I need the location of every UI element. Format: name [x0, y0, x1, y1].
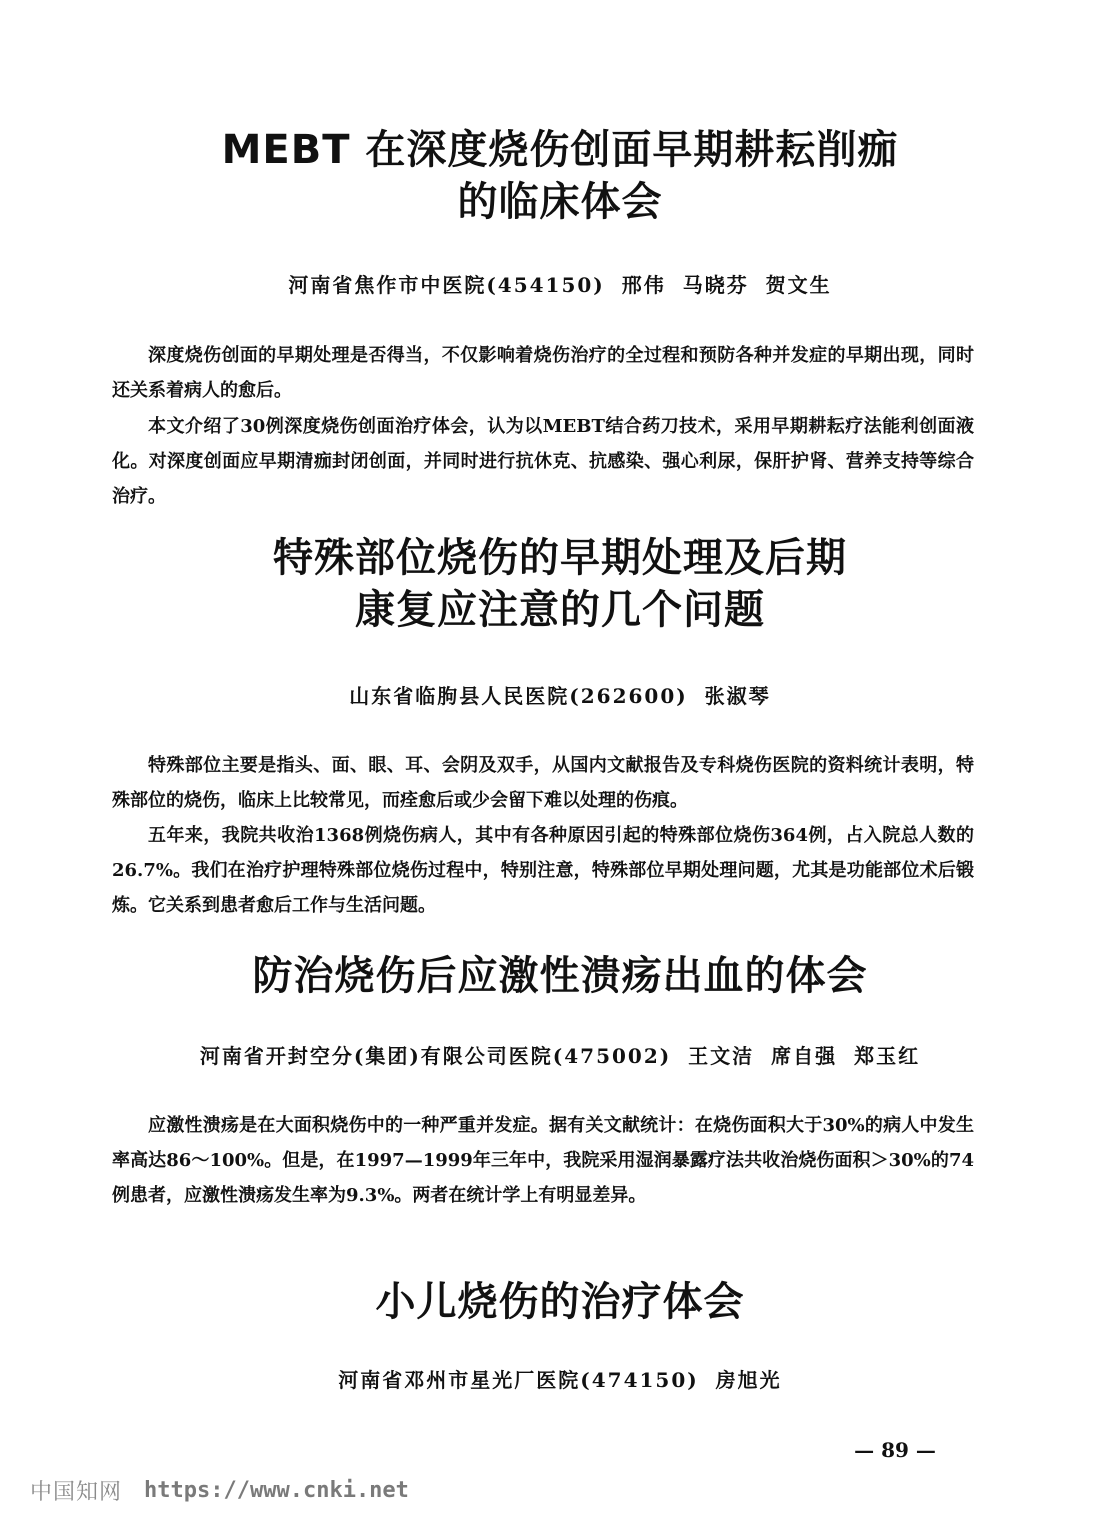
article-title — [0, 124, 1120, 228]
article-paragraph: 五年来，我院共收治1368例烧伤病人，其中有各种原因引起的特殊部位烧伤364例，占入院总人数的26.7%。我们在治疗护理特殊部位烧伤过程中，特别注意，特殊部位早期处理问题，尤其是功能部位术后锻炼。它关系到患者愈后工作与生活问题。 — [112, 825, 974, 916]
footer-watermark — [30, 1470, 530, 1510]
article-title — [0, 532, 1120, 636]
cnki-logo: 中国知网 — [30, 1479, 123, 1505]
article-title-line: 防治烧伤后应激性溃疡出血的体会 — [252, 953, 868, 999]
article-title-line: 康复应注意的几个问题 — [355, 587, 765, 633]
article-paragraph: 深度烧伤创面的早期处理是否得当，不仅影响着烧伤治疗的全过程和预防各种并发症的早期出现，同时还关系着病人的愈后。 — [112, 345, 974, 401]
footer-url[interactable]: https://www.cnki.net — [144, 1477, 409, 1503]
article-title — [0, 950, 1120, 1002]
page-number: — 89 — — [854, 1438, 936, 1462]
article-title-line: MEBT 在深度烧伤创面早期耕耘削痂 — [221, 127, 899, 173]
article-title — [0, 1276, 1120, 1328]
article-affiliation: 山东省临朐县人民医院(262600) 张淑琴 — [349, 684, 771, 708]
article-affiliation: 河南省开封空分(集团)有限公司医院(475002) 王文洁 席自强 郑玉红 — [199, 1044, 921, 1068]
article-title-line: 特殊部位烧伤的早期处理及后期 — [273, 535, 847, 581]
article-affiliation: 河南省邓州市星光厂医院(474150) 房旭光 — [338, 1368, 782, 1392]
article-paragraph: 应激性溃疡是在大面积烧伤中的一种严重并发症。据有关文献统计：在烧伤面积大于30%的病人中发生率高达86～100%。但是，在1997—1999年三年中，我院采用湿润暴露疗法共收治烧伤面积＞30%的74例患者，应激性溃疡发生率为9.3%。两者在统计学上有明显差异。 — [112, 1115, 974, 1206]
article-title-line: 小儿烧伤的治疗体会 — [375, 1279, 745, 1325]
article-paragraph: 特殊部位主要是指头、面、眼、耳、会阴及双手，从国内文献报告及专科烧伤医院的资料统计表明，特殊部位的烧伤，临床上比较常见，而痊愈后或少会留下难以处理的伤痕。 — [112, 755, 974, 811]
article-affiliation: 河南省焦作市中医院(454150) 邢伟 马晓芬 贺文生 — [288, 273, 832, 297]
article-paragraph: 本文介绍了30例深度烧伤创面治疗体会，认为以MEBT结合药刀技术，采用早期耕耘疗法能利创面液化。对深度创面应早期清痂封闭创面，并同时进行抗休克、抗感染、强心利尿，保肝护肾、营养支持等综合治疗。 — [112, 416, 974, 507]
article-title-line: 的临床体会 — [457, 179, 663, 225]
